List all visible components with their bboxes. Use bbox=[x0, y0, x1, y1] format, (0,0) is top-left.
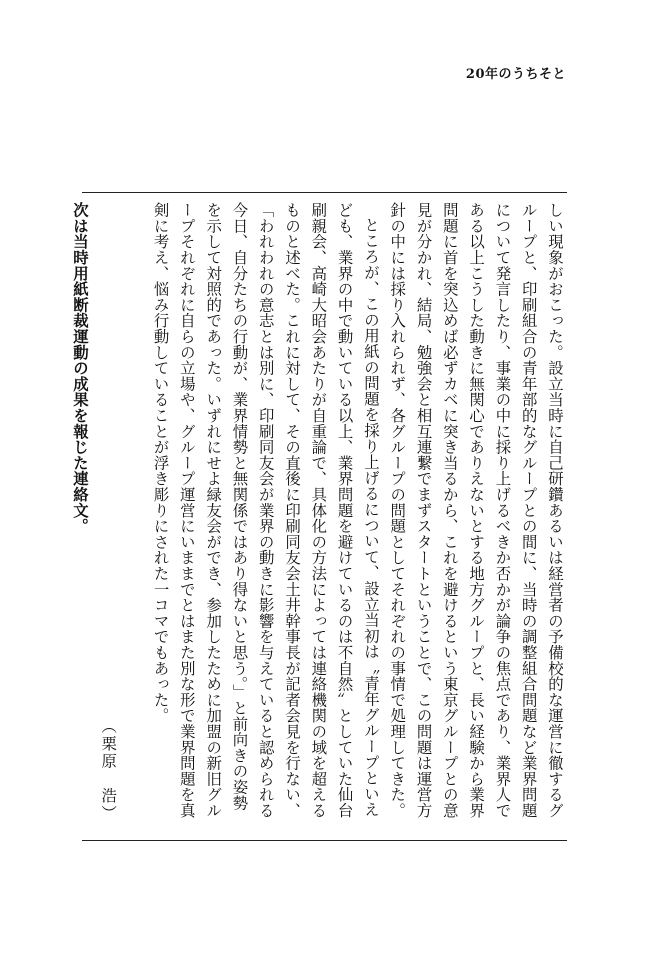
vertical-body-text bbox=[70, 202, 568, 822]
author-signature: （栗原 浩） bbox=[99, 717, 118, 822]
author-signature-line bbox=[95, 202, 121, 822]
top-divider bbox=[82, 192, 567, 193]
bottom-divider bbox=[82, 840, 567, 841]
conclusion-line: 次は当時用紙断裁運動の成果を報じた連絡文。 bbox=[70, 202, 89, 534]
paragraph-1: しい現象がおこった。設立当時に自己研鑽あるいは経営者の予備校的な運営に徹するグループと、印刷組合の青年部的なグループとの間に、当時の調整組合問題など業界問題について発言したり、事業の中に採り上げるべきか否かが論争の焦点であり、業界人である以上こうした動きに無関心でありえないとする地方グループと、長い経験から業界問題に首を突込めば必ずカベに突き当るから、これを避けるという東京グループとの意見が分かれ、結局、勉強会と相互連繋でまずスタートということで、この問題は運営方針の中には採り入れられず、各グループの問題としてそれぞれの事情で処理してきた。 bbox=[388, 202, 564, 819]
paragraph-2: ところが、この用紙の問題を採り上げるについて、設立当初は〝青年グループといえども、業界の中で動いている以上、業界問題を避けているのは不自然〟としていた仙台刷親会、高崎大昭会あたりが自重論で、具体化の方法によっては連絡機関の域を超えるものと述べた。これに対して、その直後に印刷同友会土井幹事長が記者会見を行ない、「われわれの意志とは別に、印刷同友会が業界の動きに影響を与えていると認められる今日、自分たちの行動が、業界情勢と無関係ではあり得ないと思う。」と前向きの姿勢を示して対照的であった。いずれにせよ緑友会ができ、参加したために加盟の新旧グループそれぞれに自らの立場や、グループ運営にいままでとはまた別な形で業界問題を真剣に考え、悩み行動していることが浮き彫りにされた一コマでもあった。 bbox=[151, 202, 380, 819]
running-header: 20年のうちそと bbox=[465, 67, 566, 82]
